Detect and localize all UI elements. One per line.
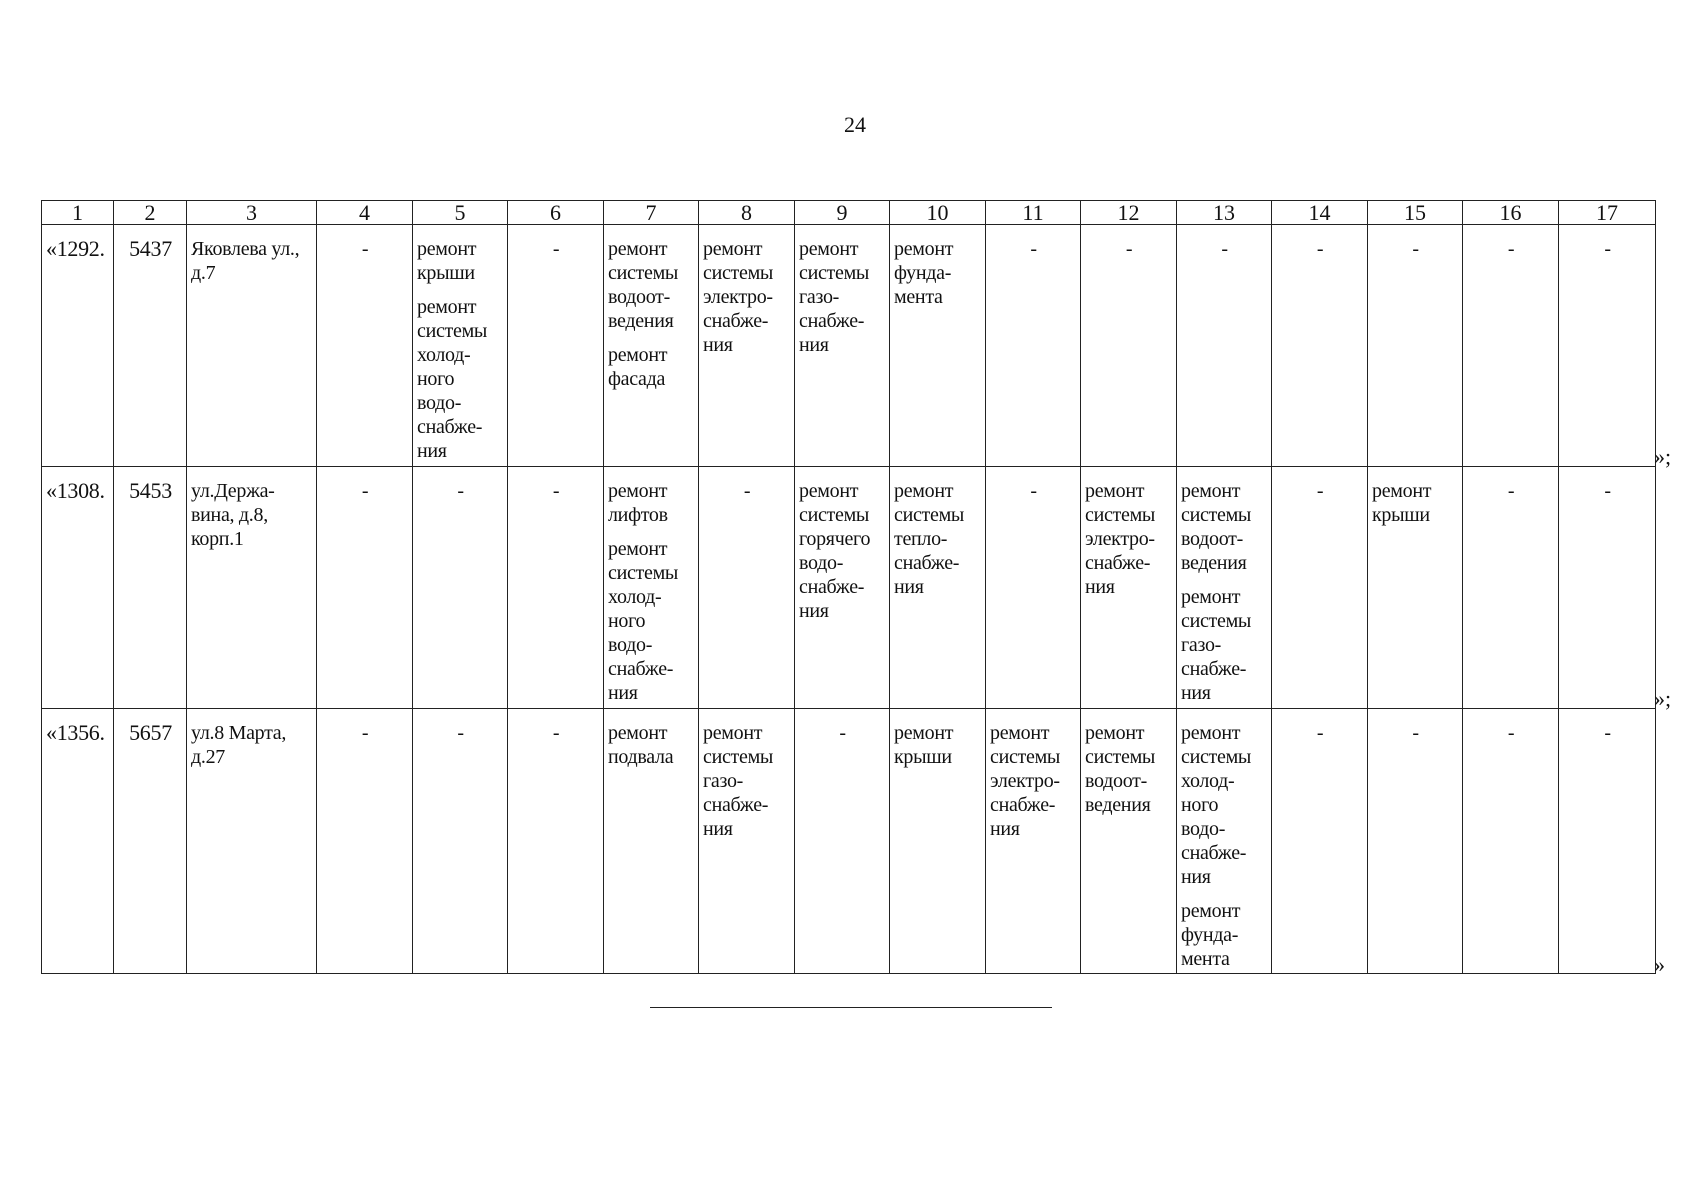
empty-cell-dash: -	[1221, 238, 1228, 260]
cell-text: «1356.	[46, 720, 105, 745]
cell-text: ремонт фунда- мента	[894, 238, 954, 308]
table-cell	[1081, 709, 1177, 974]
cell-text: ремонт системы горячего водо- снабже- ния	[799, 480, 871, 622]
table-cell	[508, 709, 604, 974]
cell-text: ремонт системы газо- снабже- ния	[703, 722, 774, 840]
cell-text: «1292.	[46, 236, 105, 261]
table-cell	[986, 467, 1081, 709]
column-header: 1	[42, 201, 114, 225]
column-header: 12	[1081, 201, 1177, 225]
cell-text: ремонт системы электро- снабже- ния	[990, 722, 1061, 840]
table-cell	[1368, 225, 1463, 467]
footer-rule	[650, 1007, 1052, 1008]
table-cell	[317, 225, 413, 467]
cell-text: ремонт системы газо- снабже- ния	[1181, 586, 1252, 704]
table-cell	[1463, 467, 1559, 709]
empty-cell-dash: -	[1604, 480, 1611, 502]
table-cell	[114, 709, 187, 974]
column-header: 2	[114, 201, 187, 225]
empty-cell-dash: -	[1507, 480, 1515, 502]
cell-text: 5657	[129, 720, 172, 745]
cell-text: ремонт системы холод- ного водо- снабже- ния	[417, 296, 488, 462]
empty-cell-dash: -	[1412, 722, 1419, 744]
cell-text: 5453	[129, 478, 172, 503]
table-cell	[1177, 225, 1272, 467]
table-cell	[699, 467, 795, 709]
table-cell	[1081, 467, 1177, 709]
column-header: 15	[1368, 201, 1463, 225]
column-header: 5	[413, 201, 508, 225]
empty-cell-dash: -	[361, 238, 369, 260]
cell-text: ремонт системы тепло- снабже- ния	[894, 480, 965, 598]
table-cell	[413, 709, 508, 974]
empty-cell-dash: -	[1507, 238, 1515, 260]
empty-cell-dash: -	[1507, 722, 1515, 744]
cell-text: ремонт фасада	[608, 344, 668, 390]
table-cell	[187, 225, 317, 467]
cell-text: ул.Держа- вина, д.8, корп.1	[191, 480, 275, 550]
table-cell	[1559, 225, 1656, 467]
table-cell	[1177, 467, 1272, 709]
column-header: 14	[1272, 201, 1368, 225]
empty-cell-dash: -	[1316, 480, 1324, 502]
empty-cell-dash: -	[361, 480, 369, 502]
cell-text: ул.8 Марта, д.27	[191, 722, 287, 768]
table-cell	[42, 225, 114, 467]
empty-cell-dash: -	[1604, 722, 1611, 744]
table-cell	[986, 709, 1081, 974]
cell-text: ремонт крыши	[417, 238, 477, 284]
table-cell	[1368, 709, 1463, 974]
table-cell	[890, 467, 986, 709]
table-cell	[114, 225, 187, 467]
row-suffix: »;	[1654, 444, 1672, 469]
table-cell	[604, 225, 699, 467]
column-header: 10	[890, 201, 986, 225]
table-cell	[413, 225, 508, 467]
column-header: 11	[986, 201, 1081, 225]
cell-text: ремонт системы водоот- ведения	[1181, 480, 1252, 574]
empty-cell-dash: -	[361, 722, 369, 744]
table-cell	[986, 225, 1081, 467]
table-cell	[1463, 225, 1559, 467]
table-cell	[890, 709, 986, 974]
table-row	[42, 467, 1656, 709]
column-header: 7	[604, 201, 699, 225]
cell-text: ремонт крыши	[894, 722, 954, 768]
empty-cell-dash: -	[1125, 238, 1133, 260]
cell-text: ремонт подвала	[608, 722, 674, 768]
repair-schedule-table	[41, 200, 1656, 974]
column-header: 13	[1177, 201, 1272, 225]
empty-cell-dash: -	[1412, 238, 1419, 260]
column-header: 9	[795, 201, 890, 225]
table-cell	[1559, 467, 1656, 709]
column-header: 16	[1463, 201, 1559, 225]
column-header: 8	[699, 201, 795, 225]
cell-text: ремонт системы водоот- ведения	[608, 238, 679, 332]
table-cell	[1272, 709, 1368, 974]
table-cell	[1463, 709, 1559, 974]
table-cell	[508, 225, 604, 467]
cell-text: ремонт лифтов	[608, 480, 668, 526]
cell-text: ремонт системы водоот- ведения	[1085, 722, 1156, 816]
header-row	[42, 201, 1656, 225]
empty-cell-dash: -	[743, 480, 751, 502]
empty-cell-dash: -	[1316, 722, 1324, 744]
cell-text: 5437	[129, 236, 172, 261]
empty-cell-dash: -	[1030, 480, 1037, 502]
page-number: 24	[844, 112, 866, 137]
cell-text: ремонт системы электро- снабже- ния	[1085, 480, 1156, 598]
table-cell	[795, 225, 890, 467]
table-cell	[114, 467, 187, 709]
table-cell	[1272, 225, 1368, 467]
empty-cell-dash: -	[1604, 238, 1611, 260]
cell-text: ремонт системы холод- ного водо- снабже- ния	[608, 538, 679, 704]
table-cell	[795, 467, 890, 709]
table-cell	[1272, 467, 1368, 709]
cell-text: ремонт системы газо- снабже- ния	[799, 238, 870, 356]
empty-cell-dash: -	[457, 480, 464, 502]
table-cell	[317, 467, 413, 709]
column-header: 3	[187, 201, 317, 225]
column-header: 17	[1559, 201, 1656, 225]
table-cell	[42, 709, 114, 974]
table-cell	[187, 709, 317, 974]
column-header: 6	[508, 201, 604, 225]
cell-text: ремонт системы электро- снабже- ния	[703, 238, 774, 356]
empty-cell-dash: -	[552, 480, 560, 502]
table-cell	[699, 709, 795, 974]
empty-cell-dash: -	[552, 722, 560, 744]
table-cell	[1368, 467, 1463, 709]
table-cell	[890, 225, 986, 467]
row-suffix: »	[1654, 952, 1665, 977]
table-cell	[413, 467, 508, 709]
table-cell	[187, 467, 317, 709]
table-cell	[1081, 225, 1177, 467]
table-cell	[699, 225, 795, 467]
table-cell	[317, 709, 413, 974]
cell-text: ремонт системы холод- ного водо- снабже- ния	[1181, 722, 1252, 888]
empty-cell-dash: -	[1316, 238, 1324, 260]
empty-cell-dash: -	[1030, 238, 1037, 260]
cell-text: ремонт крыши	[1372, 480, 1432, 526]
cell-text: Яковлева ул., д.7	[191, 238, 300, 284]
empty-cell-dash: -	[552, 238, 560, 260]
empty-cell-dash: -	[839, 722, 846, 744]
table-cell	[42, 467, 114, 709]
table-cell	[1177, 709, 1272, 974]
table-cell	[508, 467, 604, 709]
cell-text: «1308.	[46, 478, 105, 503]
table-cell	[604, 467, 699, 709]
row-suffix: »;	[1654, 686, 1672, 711]
table-cell	[1559, 709, 1656, 974]
table-cell	[795, 709, 890, 974]
table-cell	[604, 709, 699, 974]
cell-text: ремонт фунда- мента	[1181, 900, 1241, 970]
table-row	[42, 709, 1656, 974]
empty-cell-dash: -	[457, 722, 464, 744]
table-row	[42, 225, 1656, 467]
column-header: 4	[317, 201, 413, 225]
